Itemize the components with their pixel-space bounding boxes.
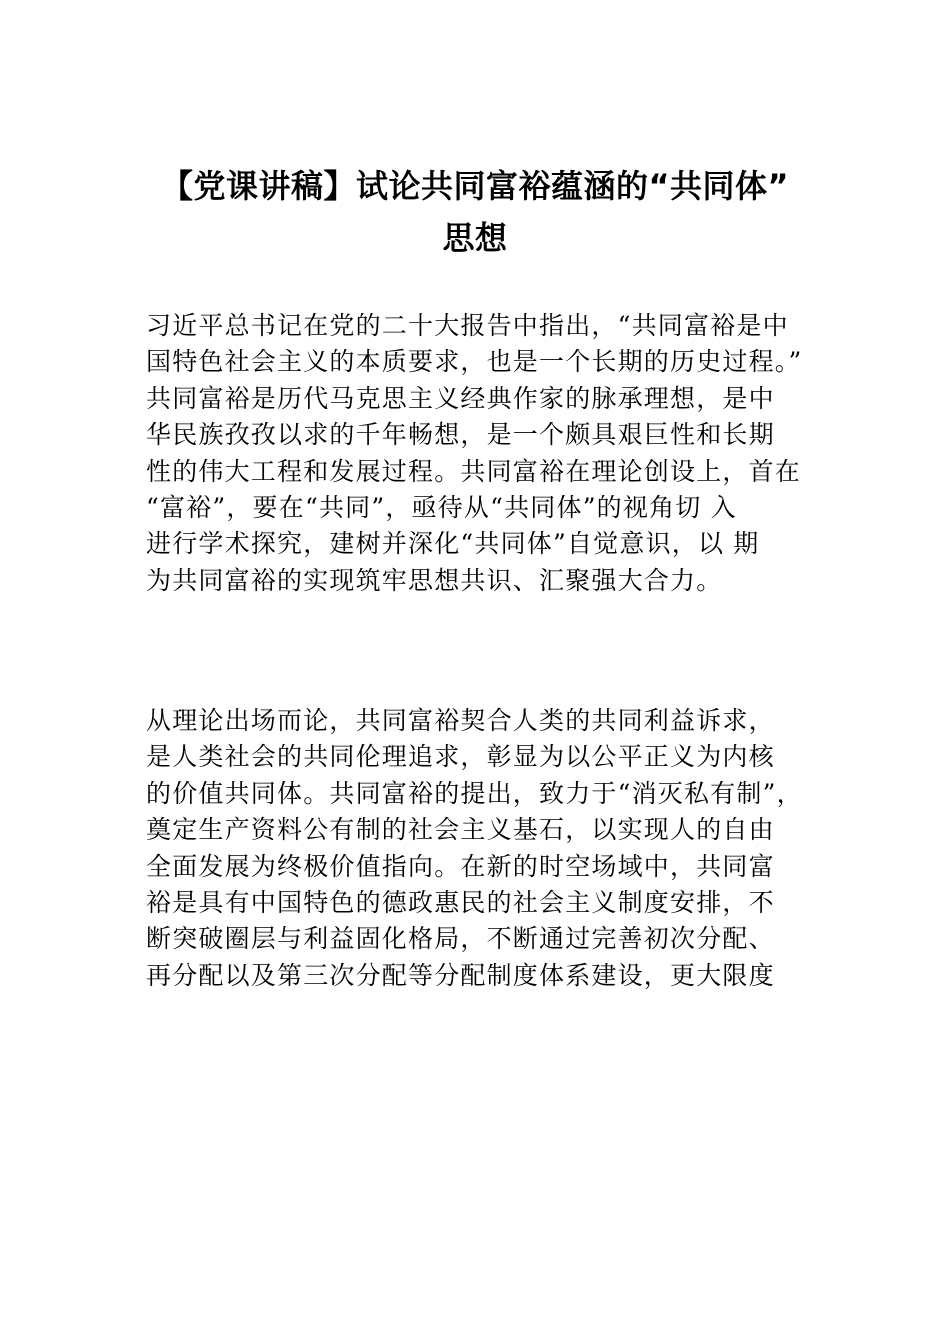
paragraph-line: 奠定生产资料公有制的社会主义基石，以实现人的自由 xyxy=(146,815,775,845)
paragraph-line: 华民族孜孜以求的千年畅想，是一个颇具艰巨性和长期 xyxy=(146,420,775,450)
paragraph-line: 裕是具有中国特色的德政惠民的社会主义制度安排，不 xyxy=(146,888,775,918)
document-title xyxy=(100,160,850,264)
paragraph-line: 习近平总书记在党的二十大报告中指出，“共同富裕是中 xyxy=(146,311,789,340)
paragraph-line: “富裕”，要在“共同”，亟待从“共同体”的视角切 入 xyxy=(146,493,737,523)
title-line: 【党课讲稿】试论共同富裕蕴涵的“共同体” xyxy=(160,167,790,205)
paragraph-line: 全面发展为终极价值指向。在新的时空场域中，共同富 xyxy=(146,851,775,881)
paragraph-line: 国特色社会主义的本质要求，也是一个长期的历史过程。” xyxy=(146,347,803,377)
paragraph-line: 共同富裕是历代马克思主义经典作家的脉承理想，是中 xyxy=(146,383,775,413)
paragraph-line: 从理论出场而论，共同富裕契合人类的共同利益诉求， xyxy=(146,706,775,735)
paragraph-line: 性的伟大工程和发展过程。共同富裕在理论创设上，首在 xyxy=(146,456,802,486)
paragraph-1 xyxy=(146,308,846,599)
paragraph-line: 再分配以及第三次分配等分配制度体系建设，更大限度 xyxy=(146,960,775,990)
paragraph-line: 断突破圈层与利益固化格局，不断通过完善初次分配、 xyxy=(146,924,775,954)
paragraph-line: 进行学术探究，建树并深化“共同体”自觉意识，以 期 xyxy=(146,529,760,559)
paragraph-line: 是人类社会的共同伦理追求，彰显为以公平正义为内核 xyxy=(146,742,775,772)
paragraph-line: 的价值共同体。共同富裕的提出，致力于“消灭私有制”， xyxy=(146,778,803,808)
paragraph-2 xyxy=(146,703,846,994)
title-line: 思想 xyxy=(442,219,508,257)
paragraph-line: 为共同富裕的实现筑牢思想共识、汇聚强大合力。 xyxy=(146,565,723,595)
